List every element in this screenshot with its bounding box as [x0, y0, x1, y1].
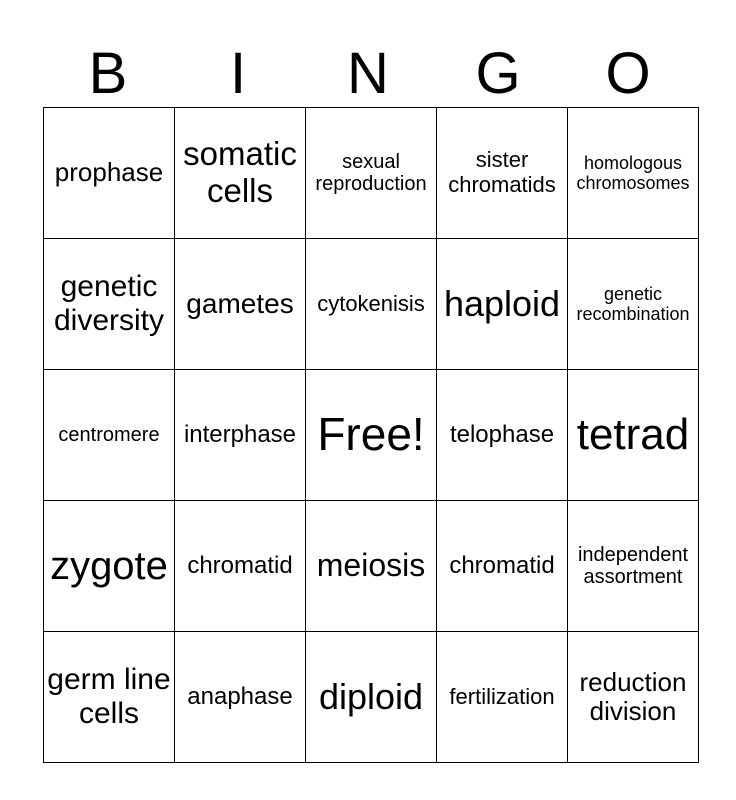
bingo-cell[interactable]: germ line cells	[44, 632, 175, 763]
header-letter-i: I	[229, 41, 247, 106]
bingo-cell[interactable]: chromatid	[437, 501, 568, 632]
bingo-cell[interactable]: cytokenisis	[306, 239, 437, 370]
board-row	[44, 370, 699, 501]
header-letter-g: G	[475, 41, 521, 106]
board-row	[44, 239, 699, 370]
bingo-cell[interactable]: zygote	[44, 501, 175, 632]
bingo-cell[interactable]: centromere	[44, 370, 175, 501]
bingo-cell[interactable]: genetic diversity	[44, 239, 175, 370]
bingo-cell[interactable]: chromatid	[175, 501, 306, 632]
bingo-cell[interactable]: homologous chromosomes	[568, 108, 699, 239]
bingo-cell[interactable]: genetic recombination	[568, 239, 699, 370]
header-letter-n: N	[347, 41, 389, 106]
bingo-cell[interactable]: diploid	[306, 632, 437, 763]
bingo-cell[interactable]: reduction division	[568, 632, 699, 763]
bingo-cell[interactable]: meiosis	[306, 501, 437, 632]
bingo-cell[interactable]: anaphase	[175, 632, 306, 763]
bingo-cell[interactable]: prophase	[44, 108, 175, 239]
board-row	[44, 632, 699, 763]
header-letter-b: B	[88, 41, 128, 106]
bingo-cell[interactable]: tetrad	[568, 370, 699, 501]
header-letter-o: O	[605, 41, 651, 106]
bingo-cell[interactable]: sister chromatids	[437, 108, 568, 239]
bingo-cell[interactable]: haploid	[437, 239, 568, 370]
bingo-cell[interactable]: sexual reproduction	[306, 108, 437, 239]
bingo-cell-free[interactable]: Free!	[306, 370, 437, 501]
board-row	[44, 108, 699, 239]
bingo-board	[43, 107, 699, 763]
bingo-cell[interactable]: interphase	[175, 370, 306, 501]
bingo-cell[interactable]: gametes	[175, 239, 306, 370]
bingo-cell[interactable]: somatic cells	[175, 108, 306, 239]
bingo-cell[interactable]: telophase	[437, 370, 568, 501]
bingo-cell[interactable]: fertilization	[437, 632, 568, 763]
board-row	[44, 501, 699, 632]
bingo-header	[43, 40, 693, 108]
bingo-cell[interactable]: independent assortment	[568, 501, 699, 632]
